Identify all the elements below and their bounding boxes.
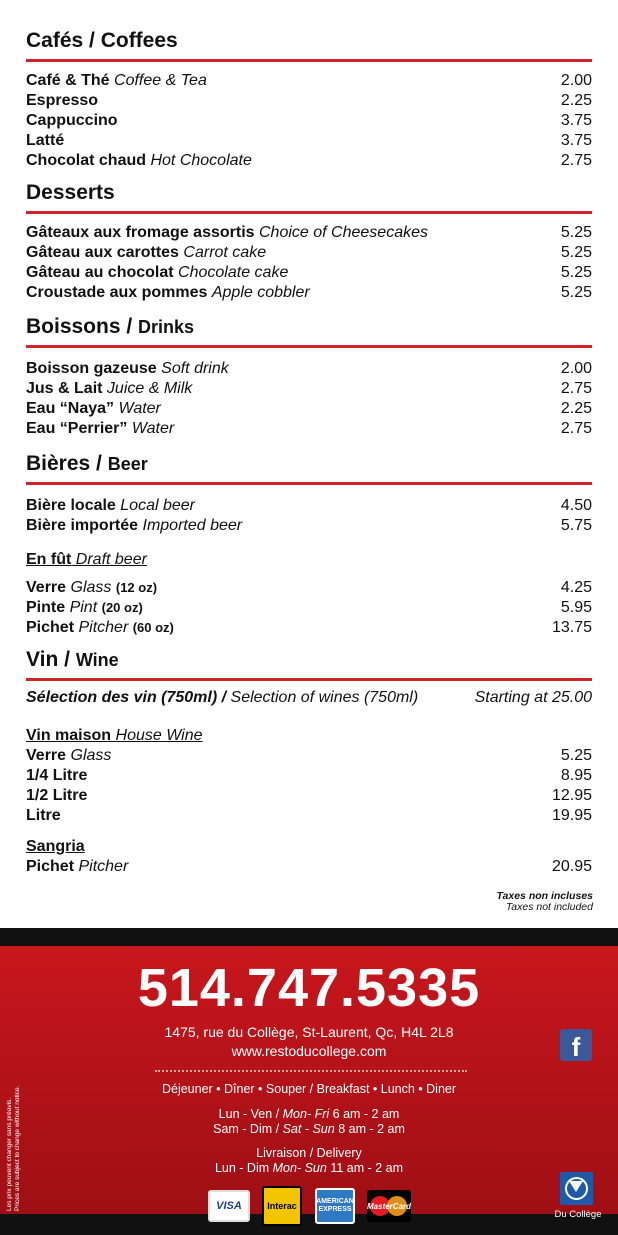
price: 20.95 xyxy=(551,858,592,875)
item-name: Espresso xyxy=(26,92,99,109)
price: 2.00 xyxy=(560,360,592,377)
mastercard-icon: MasterCard xyxy=(367,1190,411,1222)
price: 2.75 xyxy=(560,152,592,169)
menu-item xyxy=(26,223,592,243)
price: 5.95 xyxy=(560,599,592,616)
item-name: Croustade aux pommes Apple cobbler xyxy=(26,284,310,301)
hours-weekday: Lun - Ven / Mon- Fri 6 am - 2 am xyxy=(218,1107,400,1121)
section-title: Cafés / Coffees xyxy=(26,29,178,52)
item-name: Eau “Naya” Water xyxy=(26,400,161,417)
menu-item xyxy=(26,419,592,439)
phone-number[interactable]: 514.747.5335 xyxy=(137,958,481,1018)
interac-icon: Interac xyxy=(262,1186,302,1226)
hours-weekend: Sam - Dim / Sat - Sun 8 am - 2 am xyxy=(213,1122,405,1136)
menu-item xyxy=(26,746,592,766)
menu-item xyxy=(26,806,592,826)
section-divider xyxy=(26,211,592,214)
item-name: Litre xyxy=(26,807,61,824)
visa-icon: VISA xyxy=(208,1190,250,1222)
price: 19.95 xyxy=(551,807,592,824)
menu-item xyxy=(26,618,592,638)
item-name: Gâteau aux carottes Carrot cake xyxy=(26,244,267,261)
dotted-divider xyxy=(155,1070,467,1072)
price: 2.25 xyxy=(560,400,592,417)
section-title: Vin / Wine xyxy=(26,648,119,671)
item-name: 1/2 Litre xyxy=(26,787,88,804)
item-list xyxy=(26,496,592,536)
item-name: Cappuccino xyxy=(26,112,118,129)
facebook-icon[interactable]: f xyxy=(560,1029,592,1061)
price: 13.75 xyxy=(551,619,592,636)
item-list xyxy=(26,71,592,171)
menu-item xyxy=(26,578,592,598)
sangria-subheading: Sangria xyxy=(26,838,85,855)
delivery-hours: Lun - Dim Mon- Sun 11 am - 2 am xyxy=(214,1161,404,1175)
section-beer xyxy=(26,452,592,638)
item-name: Chocolat chaud Hot Chocolate xyxy=(26,152,252,169)
item-name: Boisson gazeuse Soft drink xyxy=(26,360,229,377)
menu-item xyxy=(26,131,592,151)
menu-item xyxy=(26,496,592,516)
item-name: Verre Glass (12 oz) xyxy=(26,579,158,596)
price: 2.25 xyxy=(560,92,592,109)
menu-item xyxy=(26,786,592,806)
section-divider xyxy=(26,482,592,485)
price: 3.75 xyxy=(560,132,592,149)
address: 1475, rue du Collège, St-Laurent, Qc, H4L 2L8 xyxy=(164,1024,454,1040)
menu-item xyxy=(26,111,592,131)
menu-item xyxy=(26,766,592,786)
wine-selection-row: Sélection des vin (750ml) / Selection of wines (750ml) Starting at 25.00 xyxy=(26,689,592,706)
price: 5.25 xyxy=(560,224,592,241)
price: 2.00 xyxy=(560,72,592,89)
menu-item xyxy=(26,359,592,379)
item-name: Bière locale Local beer xyxy=(26,497,195,514)
section-divider xyxy=(26,345,592,348)
section-title: Bières / Beer xyxy=(26,452,148,475)
menu-item xyxy=(26,283,592,303)
menu-item xyxy=(26,71,592,91)
menu-item xyxy=(26,857,592,877)
section-divider xyxy=(26,59,592,62)
price: 4.25 xyxy=(560,579,592,596)
menu-item xyxy=(26,516,592,536)
item-list xyxy=(26,746,592,826)
price: 5.25 xyxy=(560,747,592,764)
meals-served: Déjeuner • Dîner • Souper / Breakfast • Lunch • Diner xyxy=(161,1082,457,1096)
item-name: Gâteau au chocolat Chocolate cake xyxy=(26,264,289,281)
item-name: Gâteaux aux fromage assortis Choice of Cheesecakes xyxy=(26,224,428,241)
item-name: Latté xyxy=(26,132,65,149)
menu-item xyxy=(26,399,592,419)
item-list xyxy=(26,857,592,877)
section-wine xyxy=(26,648,592,877)
menu-item xyxy=(26,151,592,171)
draft-subheading: En fût Draft beer xyxy=(26,551,147,568)
item-name: 1/4 Litre xyxy=(26,767,88,784)
menu-item xyxy=(26,263,592,283)
item-name: Jus & Lait Juice & Milk xyxy=(26,380,193,397)
price: 5.25 xyxy=(560,244,592,261)
menu-item xyxy=(26,91,592,111)
section-desserts xyxy=(26,181,592,303)
menu-item xyxy=(26,243,592,263)
item-name: Eau “Perrier” Water xyxy=(26,420,175,437)
menu-item xyxy=(26,598,592,618)
metro-station-label: Du Collège xyxy=(554,1209,602,1220)
price: 5.75 xyxy=(560,517,592,534)
delivery-heading: Livraison / Delivery xyxy=(256,1146,362,1160)
price: 3.75 xyxy=(560,112,592,129)
item-name: Café & Thé Coffee & Tea xyxy=(26,72,207,89)
website-link[interactable]: www.restoducollege.com xyxy=(231,1043,387,1059)
item-list xyxy=(26,359,592,439)
price-change-note: Les prix peuvent changer sans préavis. Prices are subject to change without notice. xyxy=(6,1085,21,1211)
price: 4.50 xyxy=(560,497,592,514)
item-list xyxy=(26,578,592,638)
price: 8.95 xyxy=(560,767,592,784)
price: 5.25 xyxy=(560,284,592,301)
price: 12.95 xyxy=(551,787,592,804)
item-name: Verre Glass xyxy=(26,747,112,764)
footer xyxy=(0,928,618,1235)
price: 2.75 xyxy=(560,380,592,397)
price: 5.25 xyxy=(560,264,592,281)
section-divider xyxy=(26,678,592,681)
section-coffees xyxy=(26,29,592,171)
price: 2.75 xyxy=(560,420,592,437)
item-name: Bière importée Imported beer xyxy=(26,517,243,534)
item-name: Pichet Pitcher xyxy=(26,858,129,875)
price: Starting at 25.00 xyxy=(474,689,592,706)
footer-panel xyxy=(0,946,618,1220)
house-wine-subheading: Vin maison House Wine xyxy=(26,727,203,744)
item-name: Pichet Pitcher (60 oz) xyxy=(26,619,174,636)
section-title: Desserts xyxy=(26,181,115,204)
metro-icon xyxy=(560,1172,593,1205)
item-name: Pinte Pint (20 oz) xyxy=(26,599,143,616)
taxes-note: Taxes non incluses Taxes not included xyxy=(496,890,593,913)
amex-icon: AMERICAN EXPRESS xyxy=(315,1188,355,1224)
section-drinks xyxy=(26,315,592,439)
section-title: Boissons / Drinks xyxy=(26,315,195,338)
item-list xyxy=(26,223,592,303)
menu-item xyxy=(26,379,592,399)
